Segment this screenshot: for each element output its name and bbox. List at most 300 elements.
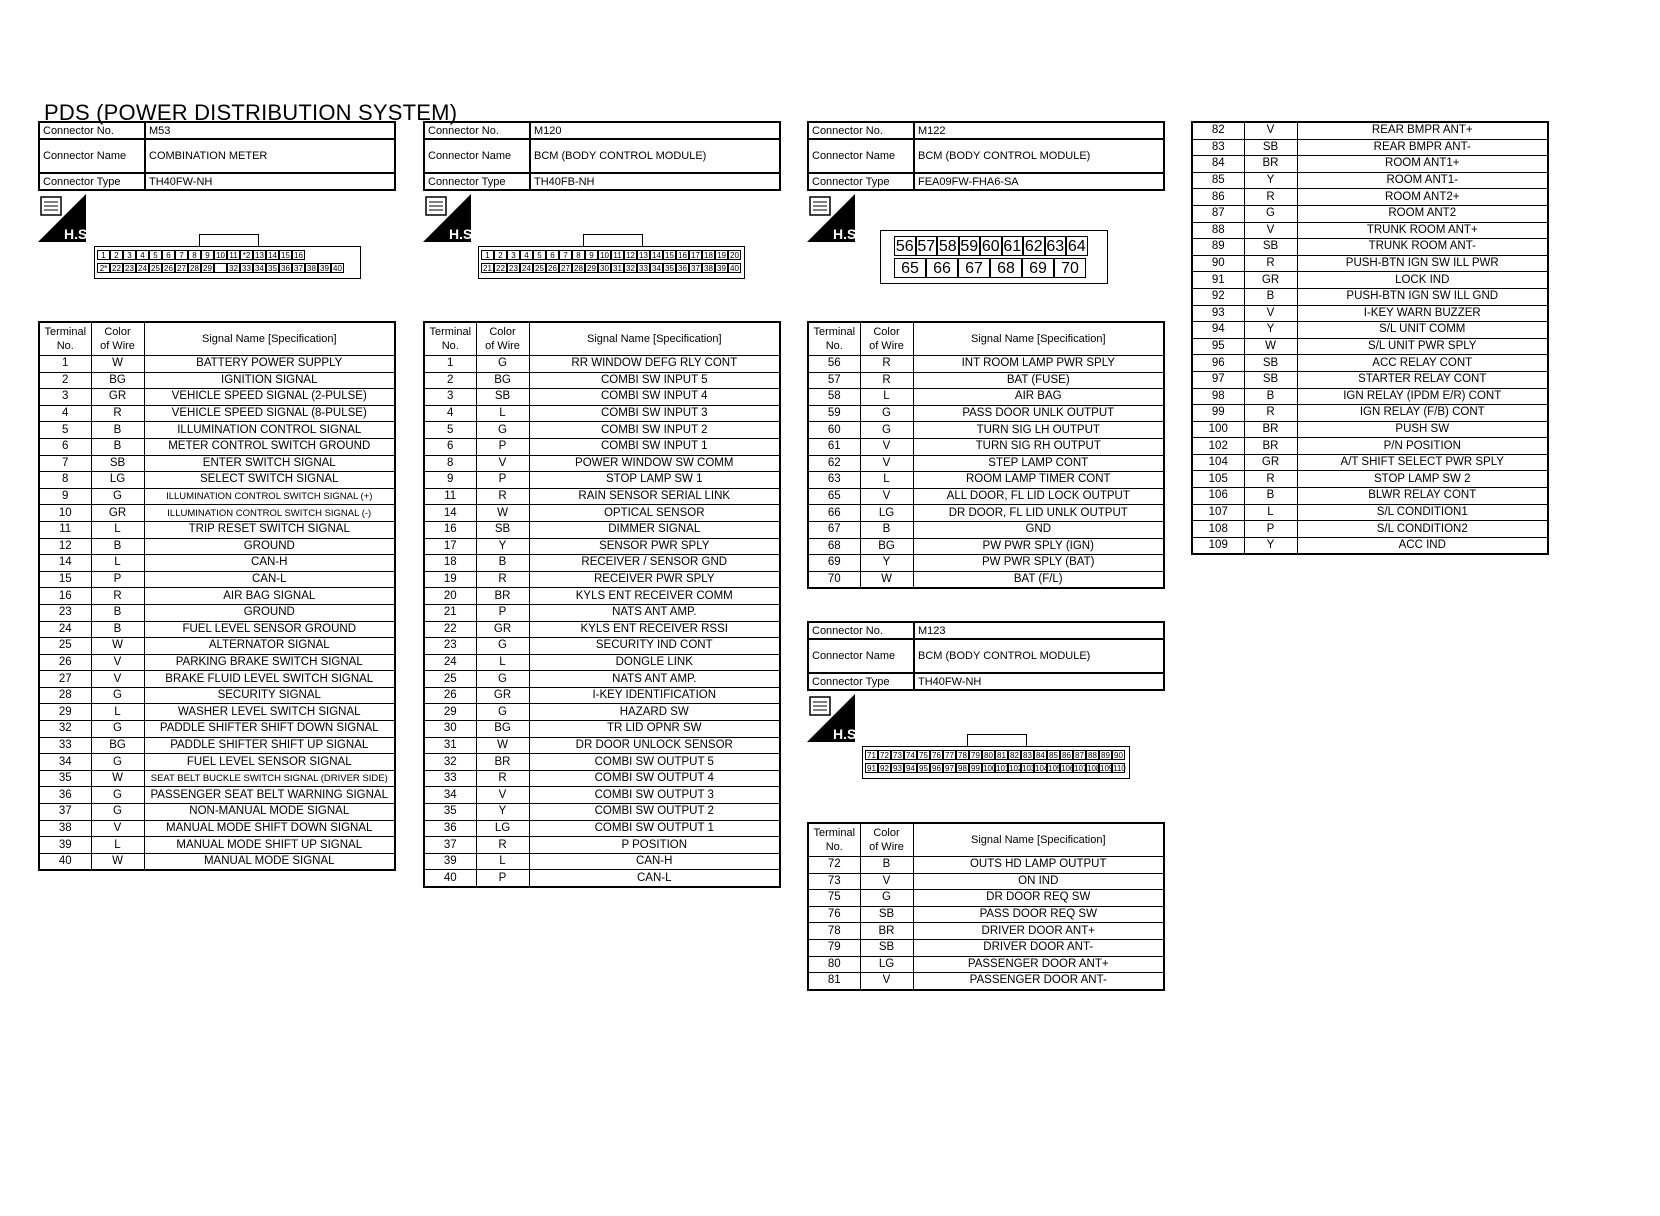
harness-side-icon (807, 694, 861, 744)
connector-pin: 3 (123, 250, 136, 260)
connector-pin: 82 (1008, 750, 1021, 760)
terminal-number: 75 (808, 890, 860, 907)
table-row (1192, 388, 1548, 405)
connector-pin: 85 (1047, 750, 1060, 760)
connector-pin: 13 (253, 250, 266, 260)
table-row (808, 422, 1164, 439)
wire-color: LG (860, 956, 913, 973)
connector-pin: 18 (702, 250, 715, 260)
connector-pin: 62 (1024, 238, 1043, 255)
signal-name: FUEL LEVEL SENSOR GROUND (144, 621, 395, 638)
wire-color: BR (476, 754, 529, 771)
connector-type-value: TH40FW-NH (145, 173, 395, 190)
terminal-number: 34 (424, 787, 476, 804)
signal-name: DONGLE LINK (529, 654, 780, 671)
table-row (1192, 305, 1548, 322)
wire-color: G (476, 671, 529, 688)
connector-pin: 8 (572, 250, 585, 260)
signal-name: DRIVER DOOR ANT+ (913, 923, 1164, 940)
terminal-number: 22 (424, 621, 476, 638)
terminal-number: 9 (39, 488, 91, 505)
table-row (424, 820, 780, 837)
color-header-line2: of Wire (485, 340, 520, 352)
table-row (1192, 189, 1548, 206)
wire-color: P (91, 571, 144, 588)
table-row (39, 422, 395, 439)
connector-pin: 98 (956, 763, 969, 773)
connector-pin: 7 (559, 250, 572, 260)
wire-color: GR (1244, 454, 1297, 471)
terminal-number: 37 (39, 804, 91, 821)
connector-pin: 5 (533, 250, 546, 260)
table-row (1192, 122, 1548, 139)
connector-pin: 15 (279, 250, 292, 260)
color-header-line2: of Wire (869, 340, 904, 352)
signal-name: PARKING BRAKE SWITCH SIGNAL (144, 654, 395, 671)
color-header-line2: of Wire (100, 340, 135, 352)
pin-row-top (97, 250, 305, 260)
connector-no-label: Connector No. (808, 122, 914, 139)
connector-pin: 3 (507, 250, 520, 260)
connector-name-label: Connector Name (808, 639, 914, 673)
terminal-number: 97 (1192, 371, 1244, 388)
signal-name: ROOM LAMP TIMER CONT (913, 472, 1164, 489)
signal-name: DIMMER SIGNAL (529, 521, 780, 538)
connector-pin: 108 (1087, 764, 1101, 773)
wire-color: V (91, 671, 144, 688)
wire-color: Y (476, 538, 529, 555)
wire-color: V (91, 820, 144, 837)
table-row (808, 405, 1164, 422)
terminal-number: 105 (1192, 471, 1244, 488)
terminal-number: 36 (39, 787, 91, 804)
connector-name-label: Connector Name (39, 139, 145, 173)
connector-pin: 110 (1113, 764, 1126, 773)
signal-name: DR DOOR, FL LID UNLK OUTPUT (913, 505, 1164, 522)
signal-name: COMBI SW INPUT 4 (529, 389, 780, 406)
terminal-number: 83 (1192, 139, 1244, 156)
connector-pin: 19 (715, 250, 728, 260)
table-row (424, 405, 780, 422)
wire-color: SB (476, 389, 529, 406)
signal-name: BLWR RELAY CONT (1297, 488, 1548, 505)
signal-name: AIR BAG SIGNAL (144, 588, 395, 605)
table-row (808, 438, 1164, 455)
connector-pin: 100 (983, 764, 997, 773)
wire-color: W (91, 356, 144, 373)
wire-color: G (91, 804, 144, 821)
color-header (476, 322, 529, 356)
terminal-number: 81 (808, 973, 860, 990)
wire-color: L (476, 853, 529, 870)
table-row (808, 389, 1164, 406)
terminal-number: 31 (424, 737, 476, 754)
table-row (39, 438, 395, 455)
table-row (424, 604, 780, 621)
connector-pin: 39 (318, 263, 331, 273)
wire-color: Y (476, 804, 529, 821)
terminal-header (424, 322, 476, 356)
pin-table-m120-wrap (423, 321, 781, 888)
wire-color: SB (476, 521, 529, 538)
terminal-number: 93 (1192, 305, 1244, 322)
terminal-number: 58 (808, 389, 860, 406)
wire-color: P (476, 438, 529, 455)
color-header (860, 823, 913, 857)
table-row (39, 721, 395, 738)
connector-face-m53 (94, 234, 362, 280)
signal-name: RECEIVER / SENSOR GND (529, 555, 780, 572)
wire-color: BR (1244, 421, 1297, 438)
table-row (808, 538, 1164, 555)
terminal-header (808, 823, 860, 857)
hs-label: H.S. (833, 226, 861, 242)
terminal-header (808, 322, 860, 356)
terminal-number: 32 (39, 721, 91, 738)
connector-info-table (423, 121, 781, 191)
wire-color: G (476, 638, 529, 655)
connector-pin: 21 (481, 263, 494, 273)
connector-pin: 14 (650, 250, 663, 260)
terminal-number: 26 (39, 654, 91, 671)
connector-pin: 34 (253, 263, 266, 273)
signal-name: VEHICLE SPEED SIGNAL (2-PULSE) (144, 389, 395, 406)
wire-color: L (91, 521, 144, 538)
terminal-number: 91 (1192, 272, 1244, 289)
wire-color: L (476, 405, 529, 422)
connector-m53 (38, 121, 396, 191)
signal-header: Signal Name [Specification] (913, 322, 1164, 356)
signal-name: REAR BMPR ANT- (1297, 139, 1548, 156)
table-row (1192, 454, 1548, 471)
table-row (808, 505, 1164, 522)
wire-color: W (476, 737, 529, 754)
terminal-number: 24 (39, 621, 91, 638)
connector-info-table (807, 121, 1165, 191)
wire-color: BR (1244, 438, 1297, 455)
table-row (808, 455, 1164, 472)
signal-name: RECEIVER PWR SPLY (529, 571, 780, 588)
wire-color: V (476, 455, 529, 472)
terminal-number: 36 (424, 820, 476, 837)
signal-name: CAN-H (144, 555, 395, 572)
wire-color: BR (860, 923, 913, 940)
connector-pin: 94 (904, 763, 917, 773)
wire-color: B (91, 604, 144, 621)
signal-name: STOP LAMP SW 1 (529, 472, 780, 489)
signal-name: PUSH-BTN IGN SW ILL PWR (1297, 255, 1548, 272)
table-row (39, 588, 395, 605)
signal-name: STOP LAMP SW 2 (1297, 471, 1548, 488)
signal-name: COMBI SW INPUT 5 (529, 372, 780, 389)
signal-name: TURN SIG LH OUTPUT (913, 422, 1164, 439)
terminal-number: 16 (39, 588, 91, 605)
wire-color: Y (1244, 537, 1297, 554)
terminal-number: 29 (424, 704, 476, 721)
terminal-header-line2: No. (441, 340, 459, 352)
terminal-number: 2 (39, 372, 91, 389)
connector-pin: 65 (894, 258, 926, 278)
table-row (1192, 488, 1548, 505)
wire-color: BG (860, 538, 913, 555)
table-row (39, 654, 395, 671)
pin-table (807, 321, 1165, 589)
terminal-number: 40 (39, 853, 91, 870)
connector-pin: 90 (1112, 750, 1125, 760)
table-row (1192, 139, 1548, 156)
terminal-header-line2: No. (56, 340, 74, 352)
connector-pin: 71 (865, 750, 878, 760)
connector-pin: 23 (507, 263, 520, 273)
table-row (424, 638, 780, 655)
signal-header: Signal Name [Specification] (144, 322, 395, 356)
wire-color: GR (91, 389, 144, 406)
wire-color: G (476, 356, 529, 373)
signal-name: SEAT BELT BUCKLE SWITCH SIGNAL (DRIVER SIDE) (144, 770, 395, 787)
terminal-number: 12 (39, 538, 91, 555)
signal-name: STARTER RELAY CONT (1297, 371, 1548, 388)
terminal-header-line1: Terminal (429, 326, 472, 338)
wire-color: BR (476, 588, 529, 605)
wire-color: G (91, 721, 144, 738)
wire-color: GR (1244, 272, 1297, 289)
terminal-number: 19 (424, 571, 476, 588)
wire-color: P (476, 870, 529, 887)
signal-header: Signal Name [Specification] (913, 823, 1164, 857)
connector-no-label: Connector No. (39, 122, 145, 139)
table-row (1192, 222, 1548, 239)
connector-pin: 7 (175, 250, 188, 260)
connector-no-value: M120 (530, 122, 780, 139)
signal-name: SECURITY IND CONT (529, 638, 780, 655)
terminal-number: 28 (39, 687, 91, 704)
signal-name: KYLS ENT RECEIVER COMM (529, 588, 780, 605)
signal-name: PASS DOOR UNLK OUTPUT (913, 405, 1164, 422)
wire-color: Y (1244, 172, 1297, 189)
pin-table-header (39, 322, 395, 356)
terminal-number: 3 (39, 389, 91, 406)
pin-row-top (481, 250, 741, 260)
table-row (424, 853, 780, 870)
connector-type-value: TH40FW-NH (914, 673, 1164, 690)
terminal-number: 6 (39, 438, 91, 455)
terminal-number: 78 (808, 923, 860, 940)
signal-name: MANUAL MODE SHIFT DOWN SIGNAL (144, 820, 395, 837)
signal-name: MANUAL MODE SHIFT UP SIGNAL (144, 837, 395, 854)
connector-name-label: Connector Name (424, 139, 530, 173)
wire-color: R (476, 837, 529, 854)
terminal-number: 35 (424, 804, 476, 821)
signal-name: PUSH-BTN IGN SW ILL GND (1297, 288, 1548, 305)
terminal-number: 18 (424, 555, 476, 572)
pin-row-bottom (894, 258, 1086, 278)
signal-name: PASSENGER SEAT BELT WARNING SIGNAL (144, 787, 395, 804)
table-row (808, 939, 1164, 956)
wire-color: G (860, 890, 913, 907)
connector-pin: 84 (1034, 750, 1047, 760)
table-row (39, 638, 395, 655)
table-row (1192, 504, 1548, 521)
terminal-number: 3 (424, 389, 476, 406)
wire-color: L (91, 837, 144, 854)
wire-color: W (91, 770, 144, 787)
terminal-number: 68 (808, 538, 860, 555)
terminal-number: 107 (1192, 504, 1244, 521)
table-row (424, 621, 780, 638)
terminal-number: 17 (424, 538, 476, 555)
table-row (808, 488, 1164, 505)
signal-name: COMBI SW OUTPUT 3 (529, 787, 780, 804)
table-row (424, 837, 780, 854)
connector-name-value: BCM (BODY CONTROL MODULE) (530, 139, 780, 173)
wire-color: R (1244, 255, 1297, 272)
wire-color: SB (860, 939, 913, 956)
signal-name: AIR BAG (913, 389, 1164, 406)
signal-name: P/N POSITION (1297, 438, 1548, 455)
signal-name: VEHICLE SPEED SIGNAL (8-PULSE) (144, 405, 395, 422)
table-row (1192, 521, 1548, 538)
connector-pin: 66 (926, 258, 958, 278)
connector-pin: 73 (891, 750, 904, 760)
terminal-number: 70 (808, 571, 860, 588)
wire-color: L (1244, 504, 1297, 521)
wire-color: B (91, 438, 144, 455)
terminal-number: 63 (808, 472, 860, 489)
wire-color: B (1244, 488, 1297, 505)
connector-pin: 83 (1021, 750, 1034, 760)
signal-name: S/L UNIT PWR SPLY (1297, 338, 1548, 355)
terminal-number: 100 (1192, 421, 1244, 438)
wire-color: LG (91, 472, 144, 489)
table-row (424, 870, 780, 887)
pin-table-header (808, 823, 1164, 857)
wire-color: SB (1244, 355, 1297, 372)
table-row (808, 571, 1164, 588)
table-row (424, 521, 780, 538)
terminal-number: 38 (39, 820, 91, 837)
connector-pin: 63 (1046, 238, 1065, 255)
connector-info-table (38, 121, 396, 191)
signal-name: ROOM ANT1+ (1297, 156, 1548, 173)
terminal-number: 96 (1192, 355, 1244, 372)
terminal-number: 80 (808, 956, 860, 973)
connector-pin: 38 (702, 263, 715, 273)
wire-color: W (91, 853, 144, 870)
table-row (808, 890, 1164, 907)
connector-pin: 72 (878, 750, 891, 760)
color-header (91, 322, 144, 356)
wire-color: B (476, 555, 529, 572)
connector-name-value: BCM (BODY CONTROL MODULE) (914, 639, 1164, 673)
signal-name: BAT (F/L) (913, 571, 1164, 588)
table-row (39, 853, 395, 870)
pin-table-header (424, 322, 780, 356)
signal-name: COMBI SW INPUT 1 (529, 438, 780, 455)
table-row (39, 770, 395, 787)
terminal-header-line1: Terminal (44, 326, 87, 338)
terminal-number: 72 (808, 857, 860, 874)
connector-pin: 104 (1035, 764, 1049, 773)
pin-table (807, 822, 1165, 991)
signal-name: COMBI SW OUTPUT 5 (529, 754, 780, 771)
signal-name: POWER WINDOW SW COMM (529, 455, 780, 472)
wire-color: G (860, 422, 913, 439)
signal-name: ALTERNATOR SIGNAL (144, 638, 395, 655)
terminal-number: 60 (808, 422, 860, 439)
pin-row-top (865, 750, 1125, 760)
terminal-number: 109 (1192, 537, 1244, 554)
connector-pin: 67 (958, 258, 990, 278)
connector-pin: 78 (956, 750, 969, 760)
connector-face-m120 (478, 234, 746, 280)
color-header (860, 322, 913, 356)
table-row (1192, 255, 1548, 272)
connector-pin: 60 (981, 238, 1000, 255)
terminal-number: 104 (1192, 454, 1244, 471)
connector-pin: 80 (982, 750, 995, 760)
terminal-number: 2 (424, 372, 476, 389)
wire-color: P (1244, 521, 1297, 538)
connector-pin: 59 (960, 238, 979, 255)
signal-name: I-KEY WARN BUZZER (1297, 305, 1548, 322)
wire-color: P (476, 472, 529, 489)
signal-name: KYLS ENT RECEIVER RSSI (529, 621, 780, 638)
wire-color: V (1244, 222, 1297, 239)
connector-face-m122 (880, 230, 1110, 286)
connector-pin: 93 (891, 763, 904, 773)
connector-pin: 89 (1099, 750, 1112, 760)
connector-pin: 101 (996, 764, 1010, 773)
terminal-number: 4 (424, 405, 476, 422)
signal-name: METER CONTROL SWITCH GROUND (144, 438, 395, 455)
wire-color: W (91, 638, 144, 655)
connector-pin: 61 (1003, 238, 1022, 255)
terminal-number: 33 (39, 737, 91, 754)
connector-pin: 12 (624, 250, 637, 260)
terminal-number: 79 (808, 939, 860, 956)
terminal-number: 86 (1192, 189, 1244, 206)
signal-name: BAT (FUSE) (913, 372, 1164, 389)
wire-color: LG (860, 505, 913, 522)
signal-name: COMBI SW OUTPUT 1 (529, 820, 780, 837)
table-row (39, 472, 395, 489)
connector-pin: 99 (969, 763, 982, 773)
terminal-number: 34 (39, 754, 91, 771)
signal-name: COMBI SW INPUT 3 (529, 405, 780, 422)
table-row (1192, 355, 1548, 372)
signal-name: S/L CONDITION2 (1297, 521, 1548, 538)
terminal-number: 6 (424, 438, 476, 455)
wire-color: SB (1244, 239, 1297, 256)
signal-name: ENTER SWITCH SIGNAL (144, 455, 395, 472)
terminal-number: 94 (1192, 322, 1244, 339)
signal-name: A/T SHIFT SELECT PWR SPLY (1297, 454, 1548, 471)
wire-color: Y (860, 555, 913, 572)
connector-pin: 9 (585, 250, 598, 260)
terminal-number: 92 (1192, 288, 1244, 305)
connector-pin: 20 (728, 250, 741, 260)
terminal-header (39, 322, 91, 356)
signal-name: HAZARD SW (529, 704, 780, 721)
signal-name: CAN-L (144, 571, 395, 588)
wire-color: BG (91, 372, 144, 389)
wire-color: B (1244, 388, 1297, 405)
signal-name: S/L CONDITION1 (1297, 504, 1548, 521)
terminal-number: 25 (39, 638, 91, 655)
wire-color: R (91, 405, 144, 422)
wire-color: BG (476, 372, 529, 389)
terminal-number: 67 (808, 521, 860, 538)
